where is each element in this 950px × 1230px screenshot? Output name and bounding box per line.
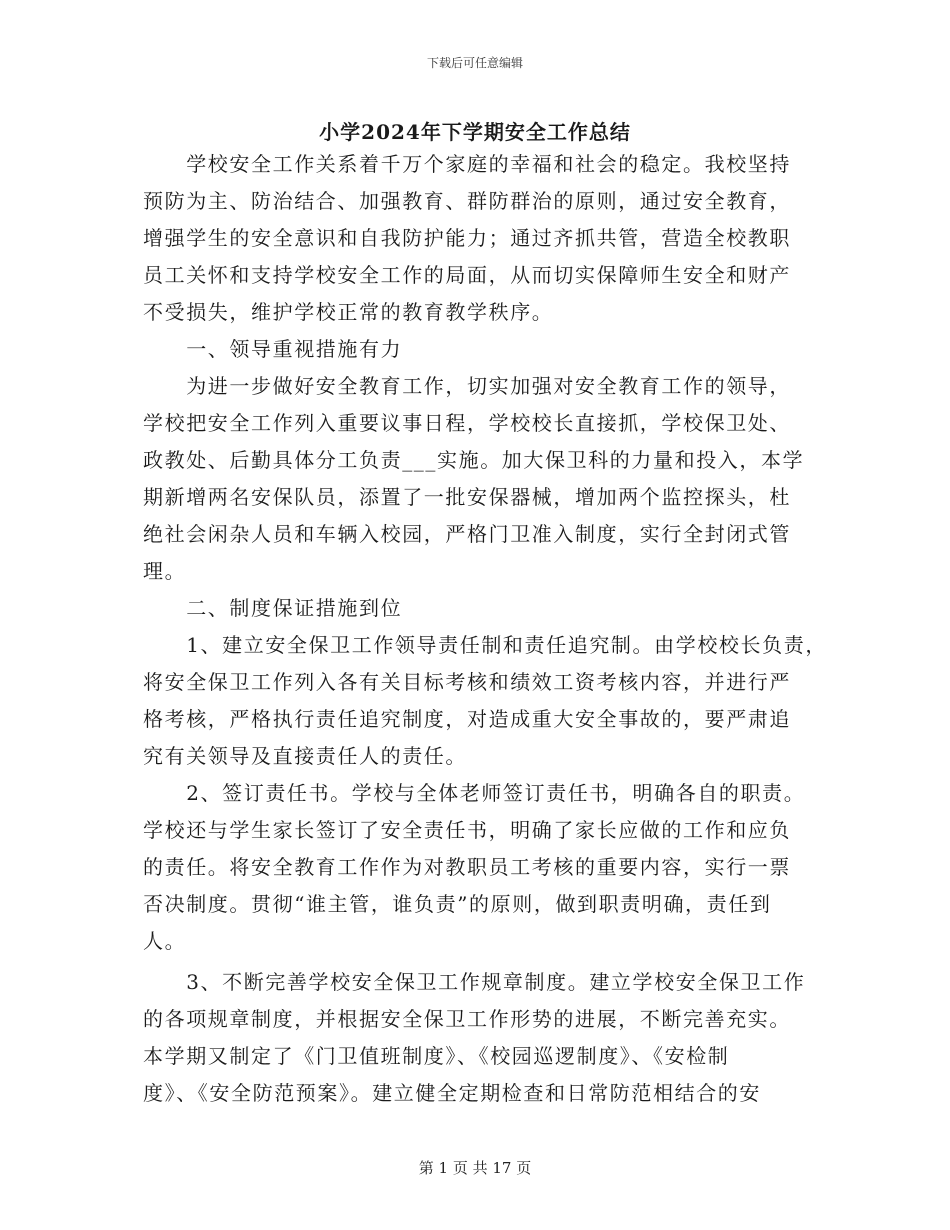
body-line: 增强学生的安全意识和自我防护能力；通过齐抓共管，营造全校教职 bbox=[143, 226, 791, 250]
body-line: 格考核，严格执行责任追究制度，对造成重大安全事故的，要严肃追 bbox=[143, 707, 791, 731]
document-title: 小学2024年下学期安全工作总结 bbox=[319, 120, 631, 144]
body-line: 期新增两名安保队员，添置了一批安保器械，增加两个监控探头，杜 bbox=[143, 485, 791, 509]
body-line: 究有关领导及直接责任人的责任。 bbox=[143, 744, 467, 768]
body-line: 否决制度。贯彻“谁主管，谁负责”的原则，做到职责明确，责任到 bbox=[143, 892, 772, 916]
body-line: 政教处、后勤具体分工负责___实施。加大保卫科的力量和投入，本学 bbox=[143, 448, 805, 472]
body-line: 学校安全工作关系着千万个家庭的幸福和社会的稳定。我校坚持 bbox=[143, 152, 791, 176]
body-line: 为进一步做好安全教育工作，切实加强对安全教育工作的领导， bbox=[143, 374, 791, 398]
body-line: 不受损失，维护学校正常的教育教学秩序。 bbox=[143, 300, 554, 324]
body-line: 的责任。将安全教育工作作为对教职员工考核的重要内容，实行一票 bbox=[143, 855, 791, 879]
body-line: 1、建立安全保卫工作领导责任制和责任追究制。由学校校长负责， bbox=[143, 633, 827, 657]
body-line: 本学期又制定了《门卫值班制度》、《校园巡逻制度》、《安检制 bbox=[143, 1044, 730, 1068]
section-heading: 二、制度保证措施到位 bbox=[143, 596, 403, 620]
body-line: 学校还与学生家长签订了安全责任书，明确了家长应做的工作和应负 bbox=[143, 818, 791, 842]
body-line: 的各项规章制度，并根据安全保卫工作形势的进展，不断完善充实。 bbox=[143, 1007, 791, 1031]
body-line: 3、不断完善学校安全保卫工作规章制度。建立学校安全保卫工作 bbox=[143, 970, 806, 994]
body-line: 学校把安全工作列入重要议事日程，学校校长直接抓，学校保卫处、 bbox=[143, 411, 791, 435]
body-line: 理。 bbox=[143, 559, 187, 583]
body-line: 将安全保卫工作列入各有关目标考核和绩效工资考核内容，并进行严 bbox=[143, 670, 791, 694]
body-line: 人。 bbox=[143, 929, 187, 953]
page-number-footer: 第 1 页 共 17 页 bbox=[418, 1159, 532, 1177]
section-heading: 一、领导重视措施有力 bbox=[143, 337, 403, 361]
body-line: 度》、《安全防范预案》。建立健全定期检查和日常防范相结合的安 bbox=[143, 1081, 761, 1105]
document-body bbox=[143, 146, 827, 1112]
body-line: 员工关怀和支持学校安全工作的局面，从而切实保障师生安全和财产 bbox=[143, 263, 791, 287]
page-header-note: 下载后可任意编辑 bbox=[426, 56, 523, 70]
body-line: 2、签订责任书。学校与全体老师签订责任书，明确各自的职责。 bbox=[143, 781, 806, 805]
body-line: 预防为主、防治结合、加强教育、群防群治的原则，通过安全教育， bbox=[143, 189, 791, 213]
body-line: 绝社会闲杂人员和车辆入校园，严格门卫准入制度，实行全封闭式管 bbox=[143, 522, 791, 546]
